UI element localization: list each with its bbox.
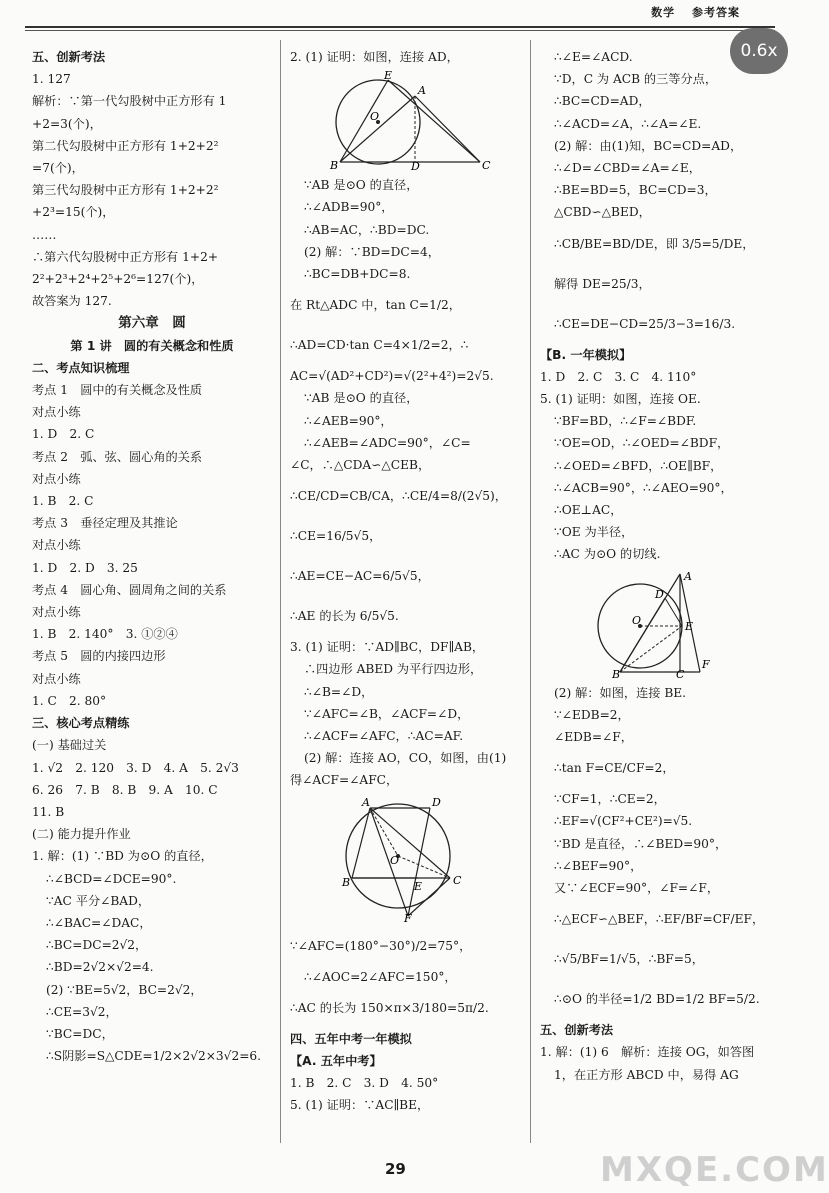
answer-line: 1. C 2. 80°: [32, 693, 107, 708]
answer-line: 1. D 2. D 3. 25: [32, 560, 138, 575]
section-heading: 四、五年中考一年模拟: [290, 1031, 412, 1046]
answer-line: ∴BE=BD=5，BC=CD=3，: [554, 183, 717, 198]
answer-line: ∴∠ACD=∠A，∴∠A=∠E.: [554, 116, 702, 131]
answer-line: 又∵∠ECF=90°，∠F=∠F，: [554, 881, 720, 896]
answer-line: 1. 127: [32, 72, 71, 87]
answer-line: ……: [32, 227, 57, 242]
answer-line: 2²+2³+2⁴+2⁵+2⁶=127(个)，: [32, 272, 204, 287]
answer-line: ∵∠AFC=∠B，∠ACF=∠D，: [304, 706, 470, 721]
answer-line: =7(个)，: [32, 161, 84, 176]
section-heading: 二、考点知识梳理: [32, 360, 130, 375]
answer-line: +2³=15(个)，: [32, 205, 115, 220]
fig2-label: D: [432, 795, 441, 809]
answer-line: 1. 解：(1) 6 解析：连接 OG，如答图: [540, 1045, 755, 1060]
answer-line: 故答案为 127.: [32, 294, 112, 309]
fig1-label: E: [384, 69, 393, 83]
fig2-label: A: [362, 795, 370, 809]
answer-line: △CBD∽△BED，: [554, 205, 651, 220]
answer-line: ∴∠D=∠CBD=∠A=∠E，: [554, 161, 701, 176]
fig1-label: O: [370, 110, 380, 124]
fig2-label: E: [414, 879, 423, 893]
answer-line: ∴∠BCD=∠DCE=90°.: [46, 871, 177, 886]
fig3-label: O: [632, 613, 642, 627]
answer-line: ∵BD 是直径，∴∠BED=90°，: [554, 836, 728, 851]
answer-line: 对点小练: [32, 471, 81, 486]
answer-line: 1. B 2. C: [32, 494, 94, 509]
header-subject: 数学: [651, 6, 676, 19]
answer-line: ∴AC 的长为 150×π×3/180=5π/2.: [290, 1000, 489, 1015]
answer-line: 11. B: [32, 804, 65, 819]
answer-line: ∴AE 的长为 6/5√5.: [290, 609, 399, 624]
fig2-label: C: [453, 873, 462, 887]
answer-line: 1. B 2. C 3. D 4. 50°: [290, 1076, 439, 1091]
answer-line: ∴√5/BF=1/√5，∴BF=5，: [554, 952, 704, 967]
page-number: 29: [385, 1160, 406, 1178]
answer-line: 考点 3 垂径定理及其推论: [32, 516, 178, 531]
answer-line: ∴∠ACB=90°，∴∠AEO=90°，: [554, 480, 733, 495]
fig2-label: O: [390, 853, 400, 867]
answer-line: ∴⊙O 的半径=1/2 BD=1/2 BF=5/2.: [554, 992, 760, 1007]
answer-line: ∴∠AEB=∠ADC=90°，∠C=: [304, 435, 471, 450]
answer-line: 考点 4 圆心角、圆周角之间的关系: [32, 582, 227, 597]
section-heading: 【B. 一年模拟】: [540, 347, 632, 362]
answer-line: ∴AB=AC，∴BD=DC.: [304, 222, 430, 237]
answer-line: 1. 解：(1) ∵BD 为⊙O 的直径，: [32, 849, 213, 864]
fig3-label: A: [684, 569, 692, 583]
section-heading: 五、创新考法: [32, 50, 106, 64]
answer-line: ∴AD=CD·tan C=4×1/2=2，∴: [290, 338, 469, 353]
answer-line: (2) 解：如图，连接 BE.: [554, 685, 687, 700]
chapter-title: 第六章 圆: [118, 315, 186, 332]
answer-line: 1. D 2. C: [32, 427, 95, 442]
answer-line: ∠C，∴△CDA∽△CEB，: [290, 458, 431, 473]
answer-line: 考点 1 圆中的有关概念及性质: [32, 383, 203, 398]
answer-line: 考点 2 弧、弦、圆心角的关系: [32, 449, 203, 464]
fig1-label: A: [418, 84, 426, 98]
fig1-label: D: [411, 160, 420, 174]
answer-line: 5. (1) 证明：∵AC∥BE，: [290, 1098, 430, 1113]
answer-line: ∵OE 为半径，: [554, 525, 634, 540]
answer-line: ∵AC 平分∠BAD，: [46, 893, 151, 908]
answer-line: 对点小练: [32, 538, 81, 553]
answer-line: 2. (1) 证明：如图，连接 AD，: [290, 50, 459, 64]
answer-line: 1. B 2. 140° 3. ①②④: [32, 627, 178, 642]
watermark-text: MXQE.COM: [600, 1150, 829, 1190]
answer-line: ∵∠EDB=2，: [554, 707, 630, 722]
answer-line: (2) 解：∵BD=DC=4，: [304, 244, 440, 259]
answer-line: ∴BC=CD=AD，: [554, 94, 651, 109]
fig2-label: F: [404, 911, 412, 925]
answer-line: ∵D，C 为 ACB 的三等分点，: [554, 72, 718, 87]
answer-line: ∴∠AEB=90°，: [304, 413, 393, 428]
answer-line: ∴CE=16/5√5，: [290, 529, 382, 544]
answer-line: (2) 解：由(1)知，BC=CD=AD，: [554, 138, 743, 153]
answer-line: ∴CB/BE=BD/DE，即 3/5=5/DE，: [554, 236, 755, 251]
answer-line: 解析：∵第一代勾股树中正方形有 1: [32, 94, 227, 109]
playback-speed-badge[interactable]: 0.6x: [730, 28, 788, 74]
answer-line: 第二代勾股树中正方形有 1+2+2²: [32, 138, 219, 153]
answer-line: 第三代勾股树中正方形有 1+2+2²: [32, 183, 219, 198]
answer-line: ∴S阴影=S△CDE=1/2×2√2×3√2=6.: [46, 1049, 262, 1064]
answer-line: ∴∠AOC=2∠AFC=150°，: [304, 969, 457, 984]
answer-line: ∵∠AFC=(180°−30°)/2=75°，: [290, 938, 472, 953]
fig3-label: F: [702, 657, 710, 671]
header-section: 参考答案: [692, 6, 740, 19]
column-right: [540, 46, 770, 1086]
answer-line: 1，在正方形 ABCD 中，易得 AG: [554, 1067, 739, 1082]
answer-line: (二) 能力提升作业: [32, 827, 131, 842]
answer-line: 解得 DE=25/3，: [554, 276, 651, 291]
figure-circle-tangent: [540, 568, 760, 681]
fig2-label: B: [342, 875, 351, 889]
answer-line: ∴△ECF∽△BEF，∴EF/BF=CF/EF，: [554, 912, 765, 927]
column-middle: [290, 46, 530, 1117]
answer-line: (2) ∵BE=5√2，BC=2√2，: [46, 982, 203, 997]
answer-line: ∵BF=BD，∴∠F=∠BDF.: [554, 414, 697, 429]
answer-line: ∴CE/CD=CB/CA，∴CE/4=8/(2√5)，: [290, 489, 507, 504]
answer-line: ∴∠OED=∠BFD，∴OE∥BF，: [554, 458, 723, 473]
answer-line: 在 Rt△ADC 中，tan C=1/2，: [290, 298, 461, 313]
answer-line: ∠EDB=∠F，: [554, 730, 633, 745]
header-rule: [25, 26, 775, 28]
answer-line: ∴∠E=∠ACD.: [554, 50, 633, 64]
answer-line: ∵AB 是⊙O 的直径，: [304, 178, 419, 193]
answer-line: 5. (1) 证明：如图，连接 OE.: [540, 392, 701, 407]
answer-line: ∵OE=OD，∴∠OED=∠BDF，: [554, 436, 730, 451]
answer-line: ∴tan F=CE/CF=2，: [554, 761, 675, 776]
fig3-label: E: [685, 619, 694, 633]
answer-line: ∴∠ACF=∠AFC，∴AC=AF.: [304, 729, 464, 744]
answer-line: ∴CE=3√2，: [46, 1004, 118, 1019]
answer-line: ∴BD=2√2×√2=4.: [46, 960, 154, 975]
lesson-title: 第 1 讲 圆的有关概念和性质: [70, 338, 234, 353]
answer-line: ∴∠BEF=90°，: [554, 858, 643, 873]
answer-line: ∴OE⊥AC，: [554, 503, 623, 518]
column-divider: [530, 40, 531, 1143]
section-heading: 【A. 五年中考】: [290, 1054, 382, 1069]
answer-line: ∴∠ADB=90°，: [304, 200, 394, 215]
answer-line: ∴AC 为⊙O 的切线.: [554, 547, 661, 562]
answer-line: +2=3(个)，: [32, 116, 102, 131]
answer-line: 考点 5 圆的内接四边形: [32, 649, 166, 664]
fig3-label: D: [655, 587, 664, 601]
answer-line: 得∠ACF=∠AFC，: [290, 773, 399, 788]
answer-line: 3. (1) 证明：∵AD∥BC，DF∥AB，: [290, 640, 485, 655]
answer-line: ∴∠B=∠D，: [304, 684, 374, 699]
figure-circle-triangle: [290, 69, 491, 174]
answer-line: ∵AB 是⊙O 的直径，: [304, 391, 419, 406]
answer-line: ∵CF=1，∴CE=2，: [554, 792, 666, 807]
section-heading: 三、核心考点精练: [32, 716, 130, 731]
column-divider: [280, 40, 281, 1143]
column-left: [32, 46, 272, 1067]
running-header: [639, 4, 740, 20]
answer-line: (2) 解：连接 AO，CO，如图，由(1): [304, 751, 507, 766]
answer-line: ∴四边形 ABED 为平行四边形，: [304, 662, 483, 677]
figure-circle-parallelogram: [290, 794, 490, 925]
answer-line: ∴EF=√(CF²+CE²)=√5.: [554, 814, 693, 829]
answer-line: ∴BC=DC=2√2，: [46, 938, 148, 953]
answer-line: 1. √2 2. 120 3. D 4. A 5. 2√3: [32, 760, 239, 775]
answer-line: ∴BC=DB+DC=8.: [304, 267, 411, 282]
answer-line: ∴AE=CE−AC=6/5√5，: [290, 569, 430, 584]
fig3-label: C: [676, 667, 685, 681]
answer-line: 对点小练: [32, 605, 81, 620]
section-heading: 五、创新考法: [540, 1023, 614, 1038]
answer-line: 对点小练: [32, 671, 81, 686]
answer-line: ∴∠BAC=∠DAC，: [46, 915, 152, 930]
answer-line: 对点小练: [32, 405, 81, 420]
fig1-label: C: [482, 159, 491, 173]
answer-line: (一) 基础过关: [32, 738, 107, 753]
answer-line: 1. D 2. C 3. C 4. 110°: [540, 369, 697, 384]
answer-line: ∴CE=DE−CD=25/3−3=16/3.: [554, 316, 736, 331]
answer-line: ∵BC=DC，: [46, 1026, 114, 1041]
answer-line: 6. 26 7. B 8. B 9. A 10. C: [32, 782, 218, 797]
fig3-label: B: [612, 667, 621, 681]
header-rule-thin: [25, 30, 775, 31]
fig1-label: B: [330, 159, 339, 173]
answer-line: ∴第六代勾股树中正方形有 1+2+: [32, 249, 219, 264]
answer-line: AC=√(AD²+CD²)=√(2²+4²)=2√5.: [290, 369, 494, 384]
